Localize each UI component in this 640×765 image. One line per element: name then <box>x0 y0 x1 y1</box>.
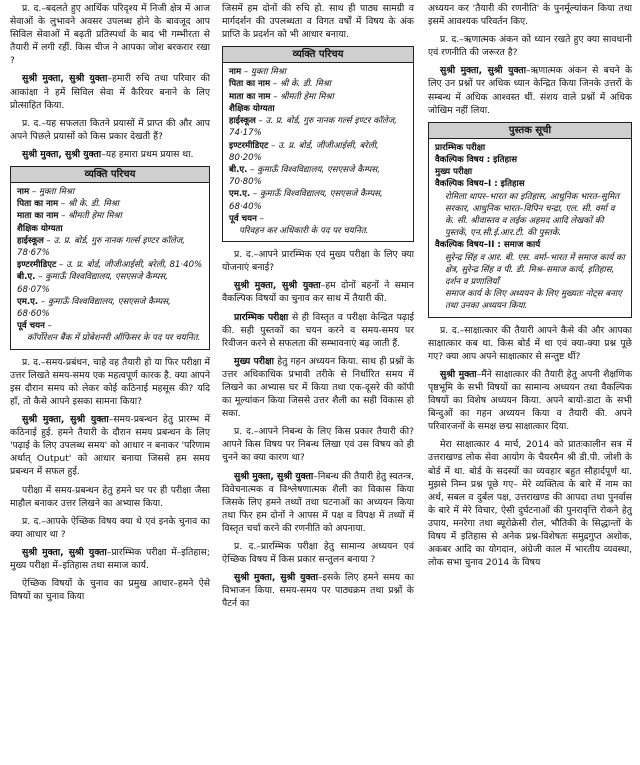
question-paragraph: प्र. द.–बदलते हुए आर्थिक परिदृश्य में निजी क्षेत्र में आज सेवाओं के लुभावने अवसर उपलब्ध होने के बावजूद आप सिविल सेवाओं में बढ़ती प्रतिस्पर्धा के बाद भी गम्भीरता से तैयारी में लगी रहीं. किस चीज ने आपका जोश बरकरार रखा ? <box>10 3 210 67</box>
answer-paragraph: ऐच्छिक विषयों के चुनाव का प्रमुख आधार–हमने ऐसे विषयों का चुनाव किया <box>10 578 210 603</box>
question-paragraph: प्र. द.–समय-प्रबंधन, चाहे वह तैयारी हो या फिर परीक्षा में उत्तर लिखते समय-समय एक महत्वपूर्ण कारक है. क्या आपने इस दौरान समय को लेकर कोई कठिनाई महसूस की? यदि हाँ, तो कैसे आपने इसका सामना किया? <box>10 356 210 407</box>
answer-paragraph: सुश्री मुक्ता, सुश्री युक्ता–प्रारम्भिक परीक्षा में–इतिहास; मुख्य परीक्षा में–इतिहास तथा समाज कार्य. <box>10 546 210 571</box>
section-lead: प्रारम्भिक परीक्षा <box>234 311 289 323</box>
answer-paragraph: परीक्षा में समय-प्रबन्धन हेतु हमने घर पर ही परीक्षा जैसा माहौल बनाकर उत्तर लिखने का अभ्यास किया. <box>10 484 210 509</box>
answer-paragraph: सुश्री मुक्ता, सुश्री युक्ता–इसके लिए हमने समय का विभाजन किया. समय-समय पर पाठ्यक्रम तथा प्रश्नों के पैटर्न का <box>222 572 414 610</box>
speaker-name: सुश्री मुक्ता, सुश्री युक्ता <box>234 280 321 292</box>
answer-paragraph: सुश्री मुक्ता–मैंने साक्षात्कार की तैयारी हेतु अपनी शैक्षणिक पृष्ठभूमि के सभी विषयों का सामान्य अध्ययन तथा वैकल्पिक विषयों का विशेष अध्ययन किया. अपने बायो-डाटा के सभी बिन्दुओं का गहन अध्ययन किया व तैयारी की. अपने परिवारजनों के समक्ष छद्म साक्षात्कार दिया. <box>428 368 633 433</box>
book-list-title: पुस्तक सूची <box>429 123 631 139</box>
answer-paragraph: मुख्य परीक्षा हेतु गहन अध्ययन किया. साथ ही प्रश्नों के उत्तर अधिकाधिक प्रभावी तरीके से निर्धारित समय में लिखने का अभ्यास घर में किया तथा एक-दूसरे की कॉपी का मूल्यांकन किया जिससे उत्तर शैली का सही विकास हो सका. <box>222 355 414 420</box>
question-paragraph: प्र. द.–आपके ऐच्छिक विषय क्या थे एवं इनके चुनाव का क्या आधार था ? <box>10 515 210 540</box>
question-paragraph: प्र. द.–आपने निबन्ध के लिए किस प्रकार तैयारी की? आपने किस विषय पर निबन्ध लिखा एवं उस विषय को ही चुनने का क्या कारण था? <box>222 426 414 464</box>
book-list-body: प्रारम्भिक परीक्षा वैकल्पिक विषय : इतिहास मुख्य परीक्षा वैकल्पिक विषय–I : इतिहास रोमिला थापर–भारत का इतिहास, आधुनिक भारत–सुमित सरकार, आधुनिक भारत–विपिन चन्द्रा, एल. सी. वर्मा व के. सी. श्रीवास्तव व लईक अहमद आदि लेखकों की पुस्तकें, एन.सी.ई.आर.टी. की पुस्तकें. वैकल्पिक विषय–II : समाज कार्य सुरेन्द्र सिंह व आर. बी. एस. वर्मा–भारत में समाज कार्य का क्षेत्र, सुरेन्द्र सिंह व पी. डी. मिश्र–समाज कार्य, इतिहास, दर्शन व प्रणालियाँ समाज कार्य के लिए अध्ययन के लिए मुख्यतः नोट्स बनाए तथा उनका अध्ययन किया. <box>435 142 625 312</box>
answer-paragraph: अध्ययन कर 'तैयारी की रणनीति' के पुनर्मूल्यांकन किया तथा इसमें आवश्यक परिवर्तन किए. <box>428 3 632 28</box>
answer-paragraph: सुश्री मुक्ता, सुश्री युक्ता–हमारी रुचि तथा परिवार की आकांक्षा ने हमें सिविल सेवा में कैरियर बनाने के लिए प्रोत्साहित किया. <box>10 73 210 111</box>
question-paragraph: प्र. द.–प्रारम्भिक परीक्षा हेतु सामान्य अध्ययन एवं ऐच्छिक विषय में किस प्रकार सन्तुलन बनाया ? <box>222 541 414 566</box>
question-paragraph: प्र. द.–आपने प्रारम्भिक एवं मुख्य परीक्षा के लिए क्या योजनाएं बनाई? <box>222 249 414 274</box>
answer-paragraph: प्रारम्भिक परीक्षा से ही विस्तृत व परीक्षा केन्द्रित पढ़ाई की. सही पुस्तकों का चयन करने व समय-समय पर रिवीजन करने से सफलता की सम्भावनाएं बढ़ जाती हैं. <box>222 311 414 349</box>
question-paragraph: प्र. द.–यह सफलता कितने प्रयासों में प्राप्त की और आप अपने पिछले प्रयासों को किस प्रकार देखती हैं? <box>10 117 210 142</box>
column-1 <box>10 2 210 608</box>
book-list-box <box>428 122 632 318</box>
profile-title: व्यक्ति परिचय <box>223 47 413 63</box>
speaker-name: सुश्री मुक्ता, सुश्री युक्ता <box>22 73 108 85</box>
profile-title: व्यक्ति परिचय <box>11 167 209 183</box>
profile-body: नाम – युक्ता मिश्रा पिता का नाम – श्री के. डी. मिश्रा माता का नाम – श्रीमती हेमा मिश्रा शैक्षिक योग्यता हाईस्कूल – उ. प्र. बोर्ड, गुरु नानक गर्ल्स इण्टर कॉलेज, 74·17% इण्टरमीडिएट – उ. प्र. बोर्ड, जीजीआईसी, बरेली, 80·20% बी.ए. – कुमाऊँ विश्वविद्यालय, एसएसजे कैम्पस, 70·80% एम.ए. – कुमाऊँ विश्वविद्यालय, एसएसजे कैम्पस, 68·40% पूर्व चयन – परिवहन कर अधिकारी के पद पर चयनित. <box>229 67 397 236</box>
speaker-name: सुश्री मुक्ता <box>440 368 477 380</box>
answer-paragraph: सुश्री मुक्ता, सुश्री युक्ता–निबन्ध की तैयारी हेतु स्वतन्त्र, विवेचनात्मक व विश्लेषणात्मक शैली का विकास किया जिसके लिए हमने तथ्यों तथा घटनाओं का अध्ययन किया तथा फिर हम दोनों ने आपस में पक्ष व विपक्ष में तथ्यों में विस्तृत चर्चा करने की रणनीति को अपनाया. <box>222 470 414 534</box>
profile-body: नाम – मुक्ता मिश्रा पिता का नाम – श्री के. डी. मिश्रा माता का नाम – श्रीमती हेमा मिश्रा शैक्षिक योग्यता हाईस्कूल – उ. प्र. बोर्ड, गुरु नानक गर्ल्स इण्टर कॉलेज, 78·67% इण्टरमीडिएट – उ. प्र. बोर्ड, जीजीआईसी, बरेली, 81·40% बी.ए. – कुमाऊँ विश्वविद्यालय, एसएसजे कैम्पस, 68·07% एम.ए. – कुमाऊँ विश्वविद्यालय, एसएसजे कैम्पस, 68·60% पूर्व चयन – कॉर्पोरेशन बैंक में प्रोबेशनरी ऑफिसर के पद पर चयनित. <box>17 187 203 344</box>
speaker-name: सुश्री मुक्ता, सुश्री युक्ता <box>440 65 527 77</box>
speaker-name: सुश्री मुक्ता, सुश्री युक्ता <box>22 546 107 558</box>
answer-paragraph: सुश्री मुक्ता, सुश्री युक्ता–ऋणात्मक अंकन से बचने के लिए उन प्रश्नों पर अधिक ध्यान केन्द्रित किया जिनके उत्तरों के सम्बन्ध में अधिक आश्वस्त थीं. संशय वाले प्रश्नों में अधिक जोखिम नहीं लिया. <box>428 65 632 116</box>
speaker-name: सुश्री मुक्ता, सुश्री युक्ता <box>234 470 314 482</box>
question-paragraph: प्र. द.–ऋणात्मक अंकन को ध्यान रखते हुए क्या सावधानी एवं रणनीति की जरूरत है? <box>428 34 632 59</box>
profile-box-mukta <box>10 166 210 350</box>
speaker-name: सुश्री मुक्ता, सुश्री युक्ता <box>234 572 318 584</box>
question-paragraph: प्र. द.–साक्षात्कार की तैयारी आपने कैसे की और आपका साक्षात्कार कब था. किस बोर्ड में था एवं क्या-क्या प्रश्न पूछे गए? क्या आप अपने साक्षात्कार से सन्तुष्ट थीं? <box>428 324 632 362</box>
column-2 <box>222 2 414 615</box>
column-3 <box>428 2 632 574</box>
speaker-name: सुश्री मुक्ता, सुश्री युक्ता <box>22 148 102 160</box>
answer-paragraph: सुश्री मुक्ता, सुश्री युक्ता–हम दोनों बहनों ने समान वैकल्पिक विषयों का चुनाव कर साथ में तैयारी की. <box>222 280 414 305</box>
answer-paragraph: जिसमें हम दोनों की रुचि हो. साथ ही पाठ्य सामग्री व मार्गदर्शन की उपलब्धता व विगत वर्षों में विषय के अंक प्राप्ति के प्रदर्शन को भी आधार बनाया. <box>222 3 414 41</box>
profile-box-yukta <box>222 46 414 242</box>
answer-paragraph: सुश्री मुक्ता, सुश्री युक्ता–समय-प्रबन्धन हेतु प्रारम्भ में कठिनाई हुई. हमने तैयारी के दौरान समय प्रबन्धन के लिए 'पढ़ाई के लिए उपलब्ध समय' को आधार न बनाकर 'परिणाम अर्थात् Output' को आधार बनाया जिससे हम समय प्रबन्धन में सफल हुई. <box>10 414 210 478</box>
section-lead: मुख्य परीक्षा <box>234 355 274 367</box>
answer-paragraph: मेरा साक्षात्कार 4 मार्च, 2014 को प्रातःकालीन सत्र में उत्तराखण्ड लोक सेवा आयोग के चैयरमैन श्री डी.पी. जोशी के बोर्ड में था. बोर्ड के सदस्यों का व्यवहार बहुत सौहार्दपूर्ण था. मुझसे निम्न प्रश्न पूछे गए– मेरे व्यक्तित्व के बारे में नाम का अर्थ, सबल व दुर्बल पक्ष, उत्तराखण्ड की आपदा तथा पुनर्वास के बारे में मेरे विचार, ऐसी दुर्घटनाओं की पुनरावृत्ति रोकने हेतु उपाय, मनरेगा तथा ब्यूरोक्रेसी रोल, भौतिकी के सिद्धान्तों के विषय में इतिहास से अनेक प्रश्न-विशेषतः समुद्रगुप्त अशोक, अकबर आदि का योगदान, अंग्रेजी काल में भारतीय व्यवस्था, लोक सभा चुनाव 2014 के विषय <box>428 439 632 569</box>
speaker-name: सुश्री मुक्ता, सुश्री युक्ता <box>22 414 109 426</box>
answer-paragraph: सुश्री मुक्ता, सुश्री युक्ता–यह हमारा प्रथम प्रयास था. <box>22 148 194 160</box>
